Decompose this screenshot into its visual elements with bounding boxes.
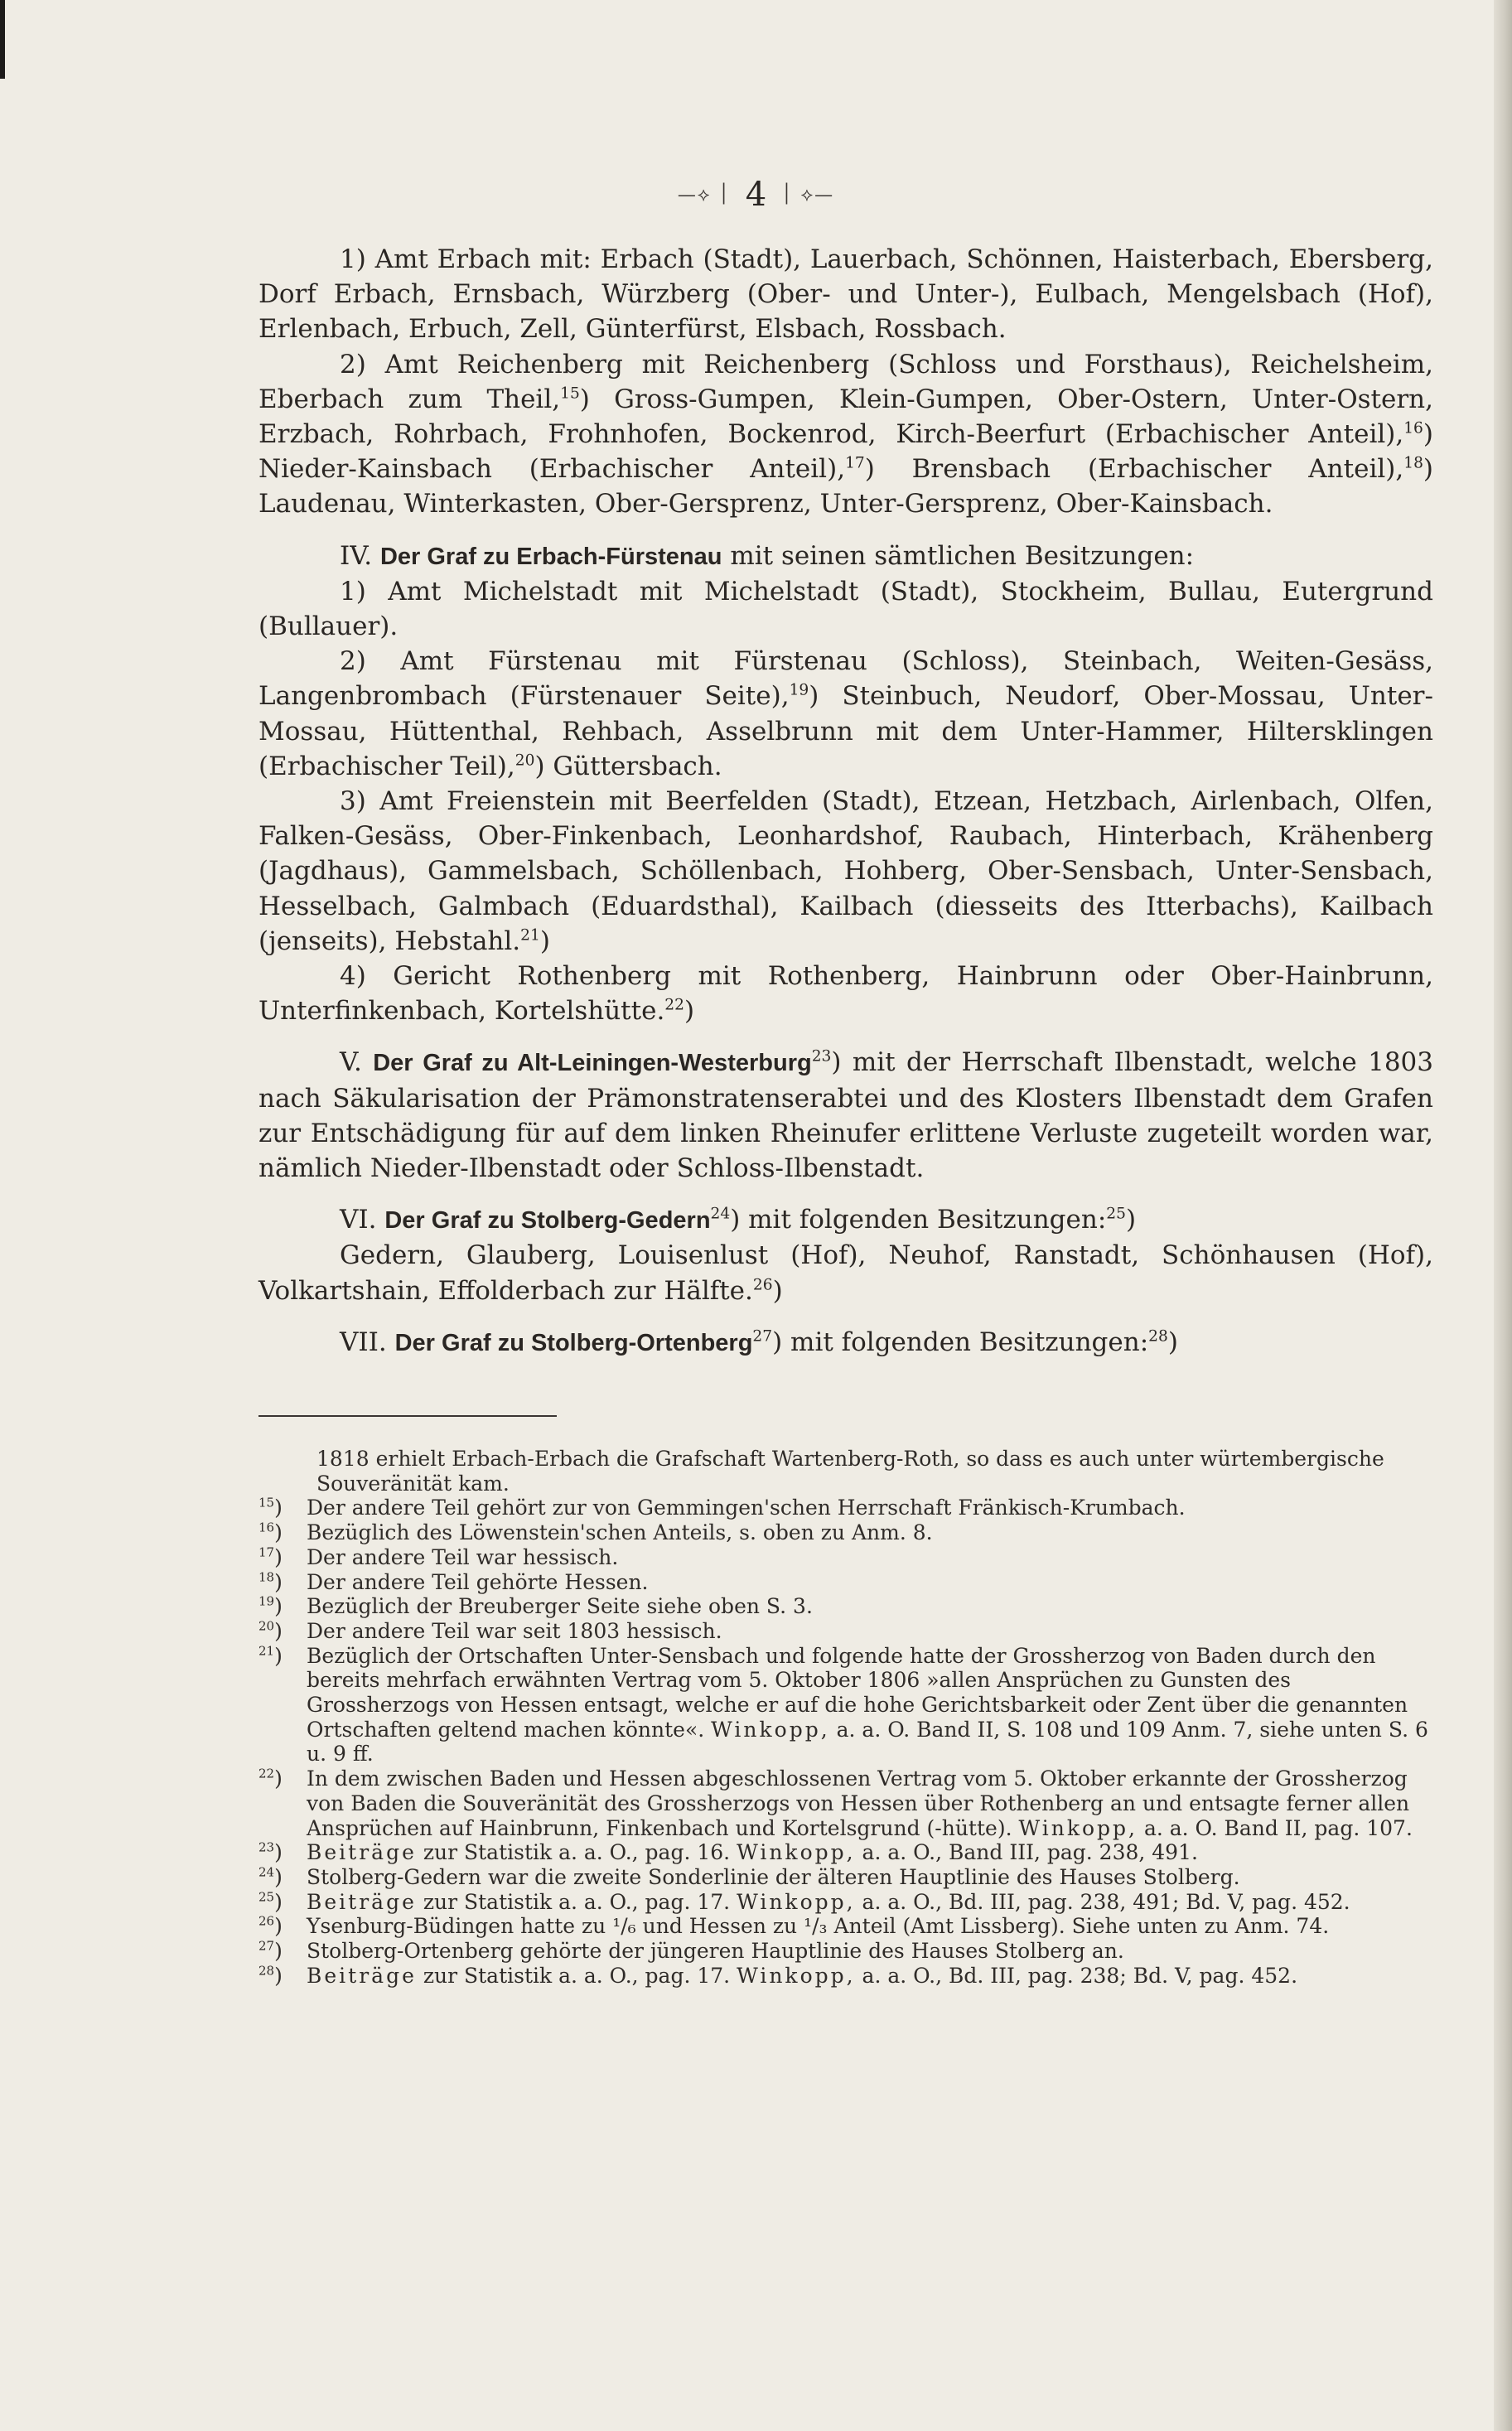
footnote-ref[interactable]: 15	[560, 384, 580, 403]
paragraph-amt-reichenberg	[258, 347, 1433, 522]
footnote-text: Der andere Teil war seit 1803 hessisch.	[307, 1618, 722, 1643]
footnote-mark: 16	[258, 1520, 275, 1535]
section-number: IV.	[340, 540, 373, 571]
footnote-text: zur Statistik a. a. O., pag. 17.	[423, 1963, 731, 1988]
footnote-text: Der andere Teil gehört zur von Gemmingen'schen Herrschaft Fränkisch-Krumbach.	[307, 1496, 1186, 1520]
footnote-ref[interactable]: 28	[1148, 1327, 1168, 1346]
section-iv-heading	[258, 539, 1433, 574]
footnote-text: zur Statistik a. a. O., pag. 17.	[423, 1889, 731, 1914]
footnote-ref[interactable]: 23	[811, 1048, 832, 1066]
text-run: 2) Amt Fürstenau mit Fürstenau (Schloss), Steinbach, Weiten-Gesäss, Langenbrombach (Fürstenauer Seite),	[258, 646, 1433, 712]
author-name: Winkopp,	[1018, 1815, 1138, 1840]
section-title: Der Graf zu Alt-Leiningen-Westerburg	[373, 1050, 812, 1077]
footnote-text: a. a. O., Band III, pag. 238, 491.	[862, 1840, 1198, 1865]
footnote-continuation: 1818 erhielt Erbach-Erbach die Grafschaft Wartenberg-Roth, so dass es auch unter würtembergische Souveränität kam.	[316, 1447, 1384, 1496]
footnote-text: a. a. O., Bd. III, pag. 238, 491; Bd. V, pag. 452.	[862, 1889, 1350, 1914]
author-name: Winkopp,	[737, 1963, 856, 1988]
footnote-22: $^{22}$) In dem zwischen Baden und Hessen abgeschlossenen Vertrag vom 5. Oktober erkannte der Grossherzog von Baden die Souveränität des Grossherzogs von Hessen über Rothenberg an und entsagte ferner allen Ansprüchen auf Hainbrunn, Finkenbach und Kortelsgrund (-hütte). Winkopp, a. a. O. Band II, pag. 107.	[258, 1766, 1413, 1840]
footnote-ref[interactable]: 27	[752, 1327, 773, 1346]
work-title: Beiträge	[307, 1963, 417, 1988]
paragraph-gericht-rothenberg	[258, 959, 1433, 1028]
text-run: )	[539, 926, 550, 956]
footnote-mark: 21	[258, 1643, 275, 1659]
text-run: ) Laudenau, Winterkasten, Ober-Gersprenz, Unter-Gersprenz, Ober-Kainsbach.	[258, 454, 1434, 520]
footnote-ref[interactable]: 16	[1403, 419, 1423, 437]
text-run: ) Steinbuch, Neudorf, Ober-Mossau, Unter-Mossau, Hüttenthal, Rehbach, Asselbrunn mit dem Unter-Hammer, Hiltersklingen (Erbachischer Teil),	[258, 681, 1433, 781]
footnote-text: Ysenburg-Büdingen hatte zu ¹/₆ und Hessen zu ¹/₃ Anteil (Amt Lissberg). Siehe unten zu Anm. 74.	[307, 1914, 1330, 1939]
footnote-mark: 24	[258, 1864, 275, 1880]
text-run: 2) Amt Reichenberg mit Reichenberg (Schloss und Forsthaus), Reichelsheim, Eberbach zum Theil,	[258, 349, 1433, 414]
footnote-text: Bezüglich des Löwenstein'schen Anteils, s. oben zu Anm. 8.	[307, 1520, 933, 1545]
footnote-text: Der andere Teil gehörte Hessen.	[307, 1569, 649, 1594]
text-run: ) Nieder-Kainsbach (Erbachischer Anteil),	[258, 419, 1433, 485]
footnote-20: $^{20}$) Der andere Teil war seit 1803 hessisch.	[258, 1618, 722, 1643]
main-text	[258, 242, 1433, 1360]
footnote-mark: 23	[258, 1839, 275, 1855]
text-run: )	[684, 996, 695, 1027]
section-v	[258, 1045, 1433, 1186]
text-run: )	[1167, 1327, 1178, 1357]
section-title: Der Graf zu Stolberg-Gedern	[384, 1207, 711, 1235]
paragraph-amt-fuerstenau	[258, 644, 1433, 784]
footnote-text: Bezüglich der Breuberger Seite siehe oben S. 3.	[307, 1594, 813, 1619]
text-run: 3) Amt Freienstein mit Beerfelden (Stadt), Etzean, Hetzbach, Airlenbach, Olfen, Falken-Gesäss, Ober-Finkenbach, Leonhardshof, Raubach, Hinterbach, Krähenberg (Jagdhaus), Gammelsbach, Schöllenbach, Hohberg, Ober-Sensbach, Unter-Sensbach, Hesselbach, Galmbach (Eduardsthal), Kailbach (diesseits des Itterbachs), Kailbach (jenseits), Hebstahl.	[258, 786, 1433, 956]
footnote-mark: 15	[258, 1496, 275, 1511]
paragraph-amt-erbach	[258, 242, 1433, 347]
footnote-ref[interactable]: 20	[514, 752, 535, 770]
page-header	[0, 170, 1512, 220]
footnote-mark: 26	[258, 1914, 275, 1930]
author-name: Winkopp,	[737, 1889, 856, 1914]
footnote-mark: 20	[258, 1618, 275, 1634]
footnote-mark: 18	[258, 1569, 275, 1585]
footnote-24: $^{24}$) Stolberg-Gedern war die zweite Sonderlinie der älteren Hauptlinie des Hauses Stolberg.	[258, 1864, 1240, 1889]
footnote-mark: 17	[258, 1544, 275, 1560]
section-number: VI.	[340, 1205, 377, 1235]
footnote-mark: 19	[258, 1593, 275, 1609]
footnote-mark: 28	[258, 1963, 275, 1979]
text-run: mit seinen sämtlichen Besitzungen:	[730, 540, 1195, 571]
text-run: 4) Gericht Rothenberg mit Rothenberg, Hainbrunn oder Ober-Hainbrunn, Unterfinkenbach, Kortelshütte.	[258, 961, 1433, 1027]
page-edge-shadow-right	[1494, 0, 1512, 2431]
paragraph-amt-michelstadt	[258, 574, 1433, 644]
paragraph-gedern	[258, 1238, 1433, 1307]
section-number: V.	[340, 1047, 362, 1078]
section-title: Der Graf zu Erbach-Fürstenau	[379, 543, 722, 570]
text-run: 1) Amt Erbach mit: Erbach (Stadt), Lauerbach, Schönnen, Haisterbach, Ebersberg, Dorf Erbach, Ernsbach, Würzberg (Ober- und Unter-), Eulbach, Mengelsbach (Hof), Erlenbach, Erbuch, Zell, Günterfürst, Elsbach, Rossbach.	[258, 244, 1433, 345]
text-run: Gedern, Glauberg, Louisenlust (Hof), Neuhof, Ranstadt, Schönhausen (Hof), Volkartshain, Effolderbach zur Hälfte.	[258, 1240, 1433, 1306]
footnote-text: Stolberg-Gedern war die zweite Sonderlinie der älteren Hauptlinie des Hauses Stolberg.	[307, 1864, 1240, 1889]
footnote-text: a. a. O., Bd. III, pag. 238; Bd. V, pag. 452.	[862, 1963, 1298, 1988]
footnote-mark: 22	[258, 1766, 275, 1781]
text-run: ) Brensbach (Erbachischer Anteil),	[864, 454, 1404, 485]
footnote-text: Stolberg-Ortenberg gehörte der jüngeren Hauptlinie des Hauses Stolberg an.	[307, 1939, 1124, 1964]
work-title: Beiträge	[307, 1840, 417, 1865]
text-run: ) mit folgenden Besitzungen:	[730, 1205, 1107, 1235]
footnote-26: $^{26}$) Ysenburg-Büdingen hatte zu ¹/₆ und Hessen zu ¹/₃ Anteil (Amt Lissberg). Siehe unten zu Anm. 74.	[258, 1914, 1330, 1939]
footnote-27: $^{27}$) Stolberg-Ortenberg gehörte der jüngeren Hauptlinie des Hauses Stolberg an.	[258, 1938, 1124, 1964]
footnote-text: a. a. O. Band II, pag. 107.	[1143, 1815, 1413, 1840]
footnote-text: zur Statistik a. a. O., pag. 16.	[423, 1840, 731, 1865]
footnote-mark: 25	[258, 1889, 275, 1905]
footnote-mark: 27	[258, 1938, 275, 1954]
text-run: )	[772, 1275, 783, 1306]
footnote-ref[interactable]: 18	[1403, 454, 1423, 472]
text-run: 1) Amt Michelstadt mit Michelstadt (Stadt), Stockheim, Bullau, Eutergrund (Bullauer).	[258, 576, 1433, 642]
section-vii-heading	[258, 1325, 1433, 1360]
footnote-17: $^{17}$) Der andere Teil war hessisch.	[258, 1544, 619, 1569]
footnote-18: $^{18}$) Der andere Teil gehörte Hessen.	[258, 1569, 649, 1594]
footnote-ref[interactable]: 26	[752, 1276, 773, 1294]
text-run: ) mit folgenden Besitzungen:	[772, 1327, 1149, 1357]
header-ornament-left: —⟡ ׀	[677, 185, 731, 205]
footnote-text: In dem zwischen Baden und Hessen abgeschlossenen Vertrag vom 5. Oktober erkannte der Grossherzog von Baden die Souveränität des Grossherzogs von Hessen über Rothenberg an und entsagte ferner allen Ansprüchen auf Hainbrunn, Finkenbach und Kortelsgrund (-hütte).	[307, 1766, 1410, 1840]
header-ornament-right: ׀ ⟡—	[781, 185, 835, 205]
footnote-28: $^{28}$) Beiträge zur Statistik a. a. O., pag. 17. Winkopp, a. a. O., Bd. III, pag. 238; Bd. V, pag. 452.	[258, 1963, 1298, 1988]
page-number: 4	[745, 176, 767, 214]
footnote-ref[interactable]: 22	[664, 996, 684, 1014]
paragraph-amt-freienstein	[258, 784, 1433, 959]
footnote-25: $^{25}$) Beiträge zur Statistik a. a. O., pag. 17. Winkopp, a. a. O., Bd. III, pag. 238, 491; Bd. V, pag. 452.	[258, 1889, 1350, 1914]
text-run: ) Gross-Gumpen, Klein-Gumpen, Ober-Ostern, Unter-Ostern, Erzbach, Rohrbach, Frohnhofen, Bockenrod, Kirch-Beerfurt (Erbachischer Anteil),	[258, 384, 1433, 450]
footnote-19: $^{19}$) Bezüglich der Breuberger Seite siehe oben S. 3.	[258, 1593, 813, 1619]
text-run: ) mit der Herrschaft Ilbenstadt, welche 1803 nach Säkularisation der Prämonstratenserabtei und des Klosters Ilbenstadt dem Grafen zur Entschädigung für auf dem linken Rheinufer erlittene Verluste zugeteilt worden war, nämlich Nieder-Ilbenstadt oder Schloss-Ilbenstadt.	[258, 1047, 1433, 1184]
work-title: Beiträge	[307, 1889, 417, 1914]
footnote-ref[interactable]: 19	[789, 682, 809, 700]
footnote-15: $^{15}$) Der andere Teil gehört zur von Gemmingen'schen Herrschaft Fränkisch-Krumbach.	[258, 1496, 1186, 1520]
footnote-text: a. a. O. Band II, S. 108 und 109 Anm. 7, siehe unten S. 6 u. 9 ff.	[307, 1717, 1428, 1766]
footnote-divider	[258, 1415, 557, 1417]
footnote-ref[interactable]: 25	[1106, 1205, 1126, 1223]
section-title: Der Graf zu Stolberg-Ortenberg	[394, 1329, 753, 1356]
footnote-ref[interactable]: 17	[845, 454, 865, 472]
author-name: Winkopp,	[737, 1840, 856, 1865]
footnote-ref[interactable]: 24	[710, 1205, 731, 1223]
section-vi-heading	[258, 1202, 1433, 1238]
text-run: ) Güttersbach.	[534, 751, 722, 781]
footnotes	[258, 1447, 1433, 1988]
page-edge-shadow-left	[0, 0, 5, 79]
footnote-ref[interactable]: 21	[520, 926, 540, 945]
footnote-23: $^{23}$) Beiträge zur Statistik a. a. O., pag. 16. Winkopp, a. a. O., Band III, pag. 238, 491.	[258, 1839, 1198, 1865]
footnote-text: Bezüglich der Ortschaften Unter-Sensbach und folgende hatte der Grossherzog von Baden durch den bereits mehrfach erwähnten Vertrag vom 5. Oktober 1806 »allen Ansprüchen zu Gunsten des Grossherzogs von Hessen entsagt, welche er auf die hohe Gerichtsbarkeit oder Zent über die genannten Ortschaften geltend machen könnte«.	[307, 1643, 1408, 1742]
footnote-21: $^{21}$) Bezüglich der Ortschaften Unter-Sensbach und folgende hatte der Grossherzog von Baden durch den bereits mehrfach erwähnten Vertrag vom 5. Oktober 1806 »allen Ansprüchen zu Gunsten des Grossherzogs von Hessen entsagt, welche er auf die hohe Gerichtsbarkeit oder Zent über die genannten Ortschaften geltend machen könnte«. Winkopp, a. a. O. Band II, S. 108 und 109 Anm. 7, siehe unten S. 6 u. 9 ff.	[258, 1643, 1428, 1766]
section-number: VII.	[340, 1327, 387, 1357]
footnote-16: $^{16}$) Bezüglich des Löwenstein'schen Anteils, s. oben zu Anm. 8.	[258, 1520, 933, 1545]
footnote-text: Der andere Teil war hessisch.	[307, 1544, 619, 1569]
text-run: )	[1125, 1205, 1137, 1235]
author-name: Winkopp,	[711, 1717, 830, 1742]
